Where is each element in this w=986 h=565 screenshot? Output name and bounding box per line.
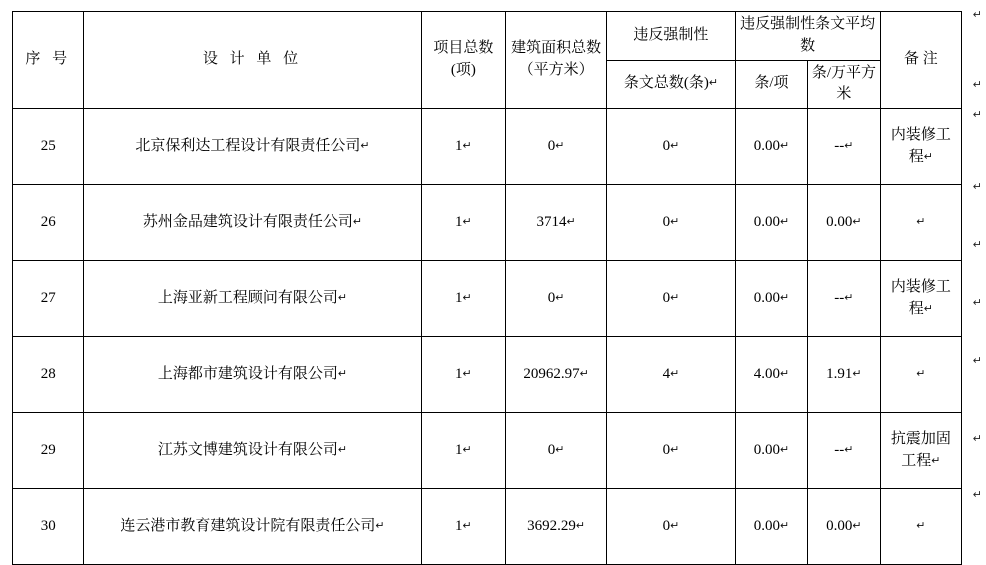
cell-avg-per-project: 0.00↵ bbox=[735, 261, 807, 337]
column-header-avg-per-10k: 条/万平方米 bbox=[808, 60, 880, 109]
paragraph-mark-icon: ↵ bbox=[375, 519, 385, 532]
table-row bbox=[13, 337, 962, 413]
paragraph-mark-icon: ↵ bbox=[844, 139, 854, 152]
cell-area-total: 3692.29↵ bbox=[506, 489, 607, 565]
paragraph-mark-icon: ↵ bbox=[462, 139, 472, 152]
paragraph-mark-icon: ↵ bbox=[670, 367, 680, 380]
paragraph-mark-icon: ↵ bbox=[779, 519, 790, 532]
paragraph-mark-icon: ↵ bbox=[779, 367, 790, 380]
cell-avg-per-project: 4.00↵ bbox=[735, 337, 807, 413]
paragraph-mark-icon: ↵ bbox=[916, 519, 926, 532]
paragraph-mark-icon: ↵ bbox=[555, 291, 565, 304]
cell-seq: 30 bbox=[13, 489, 84, 565]
paragraph-mark-icon: ↵ bbox=[972, 433, 982, 445]
table-row bbox=[13, 109, 962, 185]
page-edge-paragraph-marks bbox=[966, 0, 984, 508]
cell-design-unit: 上海都市建筑设计有限公司↵ bbox=[84, 337, 421, 413]
table-header-row-1 bbox=[13, 12, 962, 61]
paragraph-mark-icon: ↵ bbox=[555, 443, 565, 456]
cell-area-total: 3714↵ bbox=[506, 185, 607, 261]
cell-design-unit: 北京保利达工程设计有限责任公司↵ bbox=[84, 109, 421, 185]
cell-area-total: 0↵ bbox=[506, 109, 607, 185]
cell-avg-per-10k: 1.91↵ bbox=[808, 337, 880, 413]
cell-project-total: 1↵ bbox=[421, 185, 506, 261]
cell-design-unit: 连云港市教育建筑设计院有限责任公司↵ bbox=[84, 489, 421, 565]
column-header-violation-total-sub: 条文总数(条)↵ bbox=[607, 60, 736, 109]
paragraph-mark-icon: ↵ bbox=[972, 109, 982, 121]
cell-violation-total: 0↵ bbox=[607, 261, 736, 337]
paragraph-mark-icon: ↵ bbox=[670, 215, 680, 228]
paragraph-mark-icon: ↵ bbox=[931, 454, 941, 467]
paragraph-mark-icon: ↵ bbox=[462, 519, 472, 532]
cell-avg-per-10k: 0.00↵ bbox=[808, 185, 880, 261]
paragraph-mark-icon: ↵ bbox=[844, 443, 854, 456]
paragraph-mark-icon: ↵ bbox=[566, 215, 576, 228]
paragraph-mark-icon: ↵ bbox=[923, 150, 933, 163]
cell-violation-total: 4↵ bbox=[607, 337, 736, 413]
table-row bbox=[13, 413, 962, 489]
column-header-average-group: 违反强制性条文平均数 bbox=[735, 12, 880, 61]
paragraph-mark-icon: ↵ bbox=[972, 355, 982, 367]
cell-design-unit: 上海亚新工程顾问有限公司↵ bbox=[84, 261, 421, 337]
cell-seq: 27 bbox=[13, 261, 84, 337]
paragraph-mark-icon: ↵ bbox=[462, 443, 472, 456]
cell-note bbox=[880, 337, 961, 413]
column-header-note: 备 注 bbox=[880, 12, 961, 109]
paragraph-mark-icon: ↵ bbox=[555, 139, 565, 152]
cell-avg-per-10k: --↵ bbox=[808, 261, 880, 337]
cell-avg-per-10k: 0.00↵ bbox=[808, 489, 880, 565]
cell-design-unit: 苏州金品建筑设计有限责任公司↵ bbox=[84, 185, 421, 261]
cell-avg-per-project: 0.00↵ bbox=[735, 489, 807, 565]
paragraph-mark-icon: ↵ bbox=[708, 77, 719, 90]
cell-area-total: 0↵ bbox=[506, 413, 607, 489]
paragraph-mark-icon: ↵ bbox=[923, 302, 933, 315]
paragraph-mark-icon: ↵ bbox=[972, 181, 982, 193]
paragraph-mark-icon: ↵ bbox=[916, 367, 926, 380]
cell-seq: 25 bbox=[13, 109, 84, 185]
cell-project-total: 1↵ bbox=[421, 261, 506, 337]
paragraph-mark-icon: ↵ bbox=[779, 291, 790, 304]
paragraph-mark-icon: ↵ bbox=[462, 291, 472, 304]
paragraph-mark-icon: ↵ bbox=[462, 215, 472, 228]
paragraph-mark-icon: ↵ bbox=[337, 367, 348, 380]
paragraph-mark-icon: ↵ bbox=[575, 519, 586, 532]
paragraph-mark-icon: ↵ bbox=[779, 215, 790, 228]
cell-note: 抗震加固工程↵ bbox=[880, 413, 961, 489]
cell-avg-per-project: 0.00↵ bbox=[735, 109, 807, 185]
paragraph-mark-icon: ↵ bbox=[337, 291, 348, 304]
cell-note bbox=[880, 185, 961, 261]
cell-project-total: 1↵ bbox=[421, 109, 506, 185]
paragraph-mark-icon: ↵ bbox=[579, 367, 589, 380]
cell-note: 内装修工程↵ bbox=[880, 261, 961, 337]
paragraph-mark-icon: ↵ bbox=[670, 519, 680, 532]
paragraph-mark-icon: ↵ bbox=[972, 297, 982, 309]
cell-violation-total: 0↵ bbox=[607, 413, 736, 489]
table-body bbox=[13, 109, 962, 565]
paragraph-mark-icon: ↵ bbox=[670, 291, 680, 304]
paragraph-mark-icon: ↵ bbox=[779, 443, 790, 456]
paragraph-mark-icon: ↵ bbox=[779, 139, 790, 152]
paragraph-mark-icon: ↵ bbox=[360, 139, 370, 152]
paragraph-mark-icon: ↵ bbox=[352, 215, 363, 228]
paragraph-mark-icon: ↵ bbox=[972, 239, 982, 251]
cell-seq: 29 bbox=[13, 413, 84, 489]
column-header-violation-total: 违反强制性 bbox=[607, 12, 736, 61]
column-header-avg-per-project: 条/项 bbox=[735, 60, 807, 109]
paragraph-mark-icon: ↵ bbox=[462, 367, 472, 380]
cell-avg-per-project: 0.00↵ bbox=[735, 185, 807, 261]
cell-design-unit: 江苏文博建筑设计有限公司↵ bbox=[84, 413, 421, 489]
paragraph-mark-icon: ↵ bbox=[844, 291, 854, 304]
column-header-area-total: 建筑面积总数（平方米） bbox=[506, 12, 607, 109]
cell-note bbox=[880, 489, 961, 565]
cell-note: 内装修工程↵ bbox=[880, 109, 961, 185]
table-row bbox=[13, 185, 962, 261]
cell-violation-total: 0↵ bbox=[607, 185, 736, 261]
cell-avg-per-10k: --↵ bbox=[808, 413, 880, 489]
cell-avg-per-10k: --↵ bbox=[808, 109, 880, 185]
cell-project-total: 1↵ bbox=[421, 413, 506, 489]
table-row bbox=[13, 261, 962, 337]
cell-avg-per-project: 0.00↵ bbox=[735, 413, 807, 489]
cell-area-total: 0↵ bbox=[506, 261, 607, 337]
cell-area-total: 20962.97↵ bbox=[506, 337, 607, 413]
paragraph-mark-icon: ↵ bbox=[852, 367, 862, 380]
design-unit-violation-table bbox=[12, 11, 962, 565]
paragraph-mark-icon: ↵ bbox=[972, 489, 982, 501]
cell-project-total: 1↵ bbox=[421, 489, 506, 565]
paragraph-mark-icon: ↵ bbox=[337, 443, 348, 456]
paragraph-mark-icon: ↵ bbox=[852, 519, 862, 532]
paragraph-mark-icon: ↵ bbox=[972, 79, 982, 91]
cell-project-total: 1↵ bbox=[421, 337, 506, 413]
cell-violation-total: 0↵ bbox=[607, 489, 736, 565]
paragraph-mark-icon: ↵ bbox=[852, 215, 862, 228]
table-header bbox=[13, 12, 962, 109]
column-header-project-total: 项目总数(项) bbox=[421, 12, 506, 109]
column-header-design-unit: 设 计 单 位 bbox=[84, 12, 421, 109]
cell-seq: 26 bbox=[13, 185, 84, 261]
paragraph-mark-icon: ↵ bbox=[916, 215, 926, 228]
table-row bbox=[13, 489, 962, 565]
paragraph-mark-icon: ↵ bbox=[972, 9, 982, 21]
paragraph-mark-icon: ↵ bbox=[670, 139, 680, 152]
cell-seq: 28 bbox=[13, 337, 84, 413]
column-header-seq: 序 号 bbox=[13, 12, 84, 109]
paragraph-mark-icon: ↵ bbox=[670, 443, 680, 456]
cell-violation-total: 0↵ bbox=[607, 109, 736, 185]
